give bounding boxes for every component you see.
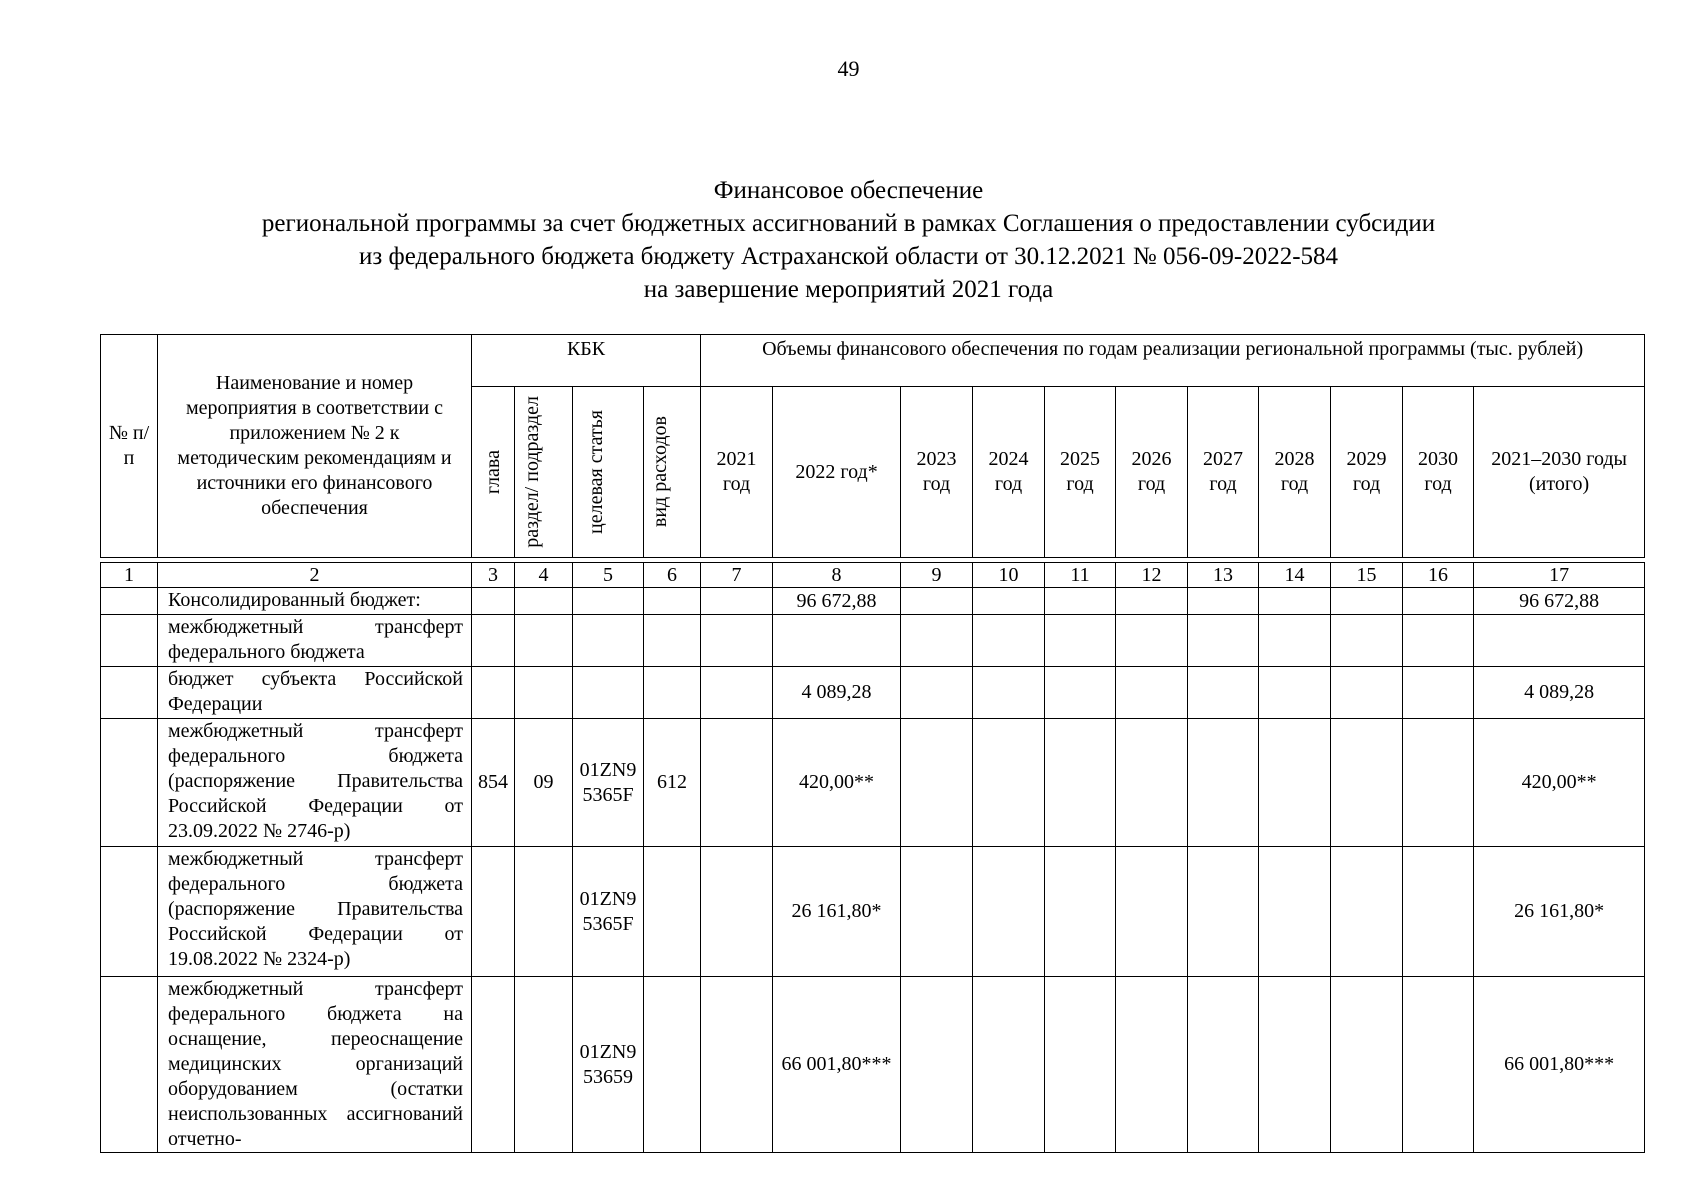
header-year-2028: 2028 год — [1259, 387, 1331, 558]
table-row — [101, 667, 1645, 719]
cell-razdel — [515, 977, 573, 1153]
cell-2022: 420,00** — [773, 719, 901, 847]
row-name: бюджет субъекта Российской Федерации — [158, 667, 472, 719]
document-title — [0, 174, 1697, 306]
cell-2022: 66 001,80*** — [773, 977, 901, 1153]
header-name: Наименование и номер мероприятия в соответствии с приложением № 2 к методическим рекомендациям и источники его финансового обеспечения — [158, 335, 472, 558]
table-row — [101, 977, 1645, 1153]
cell-vid — [644, 847, 701, 977]
cell-celevaya — [573, 615, 644, 667]
cell-vid — [644, 977, 701, 1153]
col-number: 13 — [1188, 563, 1259, 588]
header-row-1 — [101, 335, 1645, 387]
cell-2021 — [701, 588, 773, 615]
header-kbk-glava: глава — [472, 387, 515, 558]
cell-celevaya: 01ZN9 53659 — [573, 977, 644, 1153]
header-year-2025: 2025 год — [1045, 387, 1116, 558]
row-name: межбюджетный трансферт федерального бюджета — [158, 615, 472, 667]
cell-vid — [644, 667, 701, 719]
col-number: 15 — [1331, 563, 1403, 588]
page-number: 49 — [837, 56, 860, 81]
cell-celevaya: 01ZN9 5365F — [573, 847, 644, 977]
cell-razdel — [515, 615, 573, 667]
cell-glava: 854 — [472, 719, 515, 847]
col-number: 3 — [472, 563, 515, 588]
header-num: № п/п — [101, 335, 158, 558]
cell-total — [1474, 615, 1645, 667]
header-year-2029: 2029 год — [1331, 387, 1403, 558]
cell-2022: 26 161,80* — [773, 847, 901, 977]
cell-celevaya — [573, 667, 644, 719]
cell-2021 — [701, 847, 773, 977]
cell-total: 26 161,80* — [1474, 847, 1645, 977]
header-year-total: 2021–2030 годы (итого) — [1474, 387, 1645, 558]
cell-vid: 612 — [644, 719, 701, 847]
header-year-2023: 2023 год — [901, 387, 973, 558]
header-volumes: Объемы финансового обеспечения по годам реализации региональной программы (тыс. рублей) — [701, 335, 1645, 387]
header-year-2022: 2022 год* — [773, 387, 901, 558]
col-number: 1 — [101, 563, 158, 588]
cell-celevaya — [573, 588, 644, 615]
table-row — [101, 719, 1645, 847]
cell-razdel — [515, 588, 573, 615]
header-year-2021: 2021 год — [701, 387, 773, 558]
col-number: 12 — [1116, 563, 1188, 588]
cell-2021 — [701, 977, 773, 1153]
cell-vid — [644, 588, 701, 615]
col-number: 11 — [1045, 563, 1116, 588]
cell-glava — [472, 667, 515, 719]
cell-razdel — [515, 847, 573, 977]
table-row — [101, 615, 1645, 667]
cell-celevaya: 01ZN9 5365F — [573, 719, 644, 847]
cell-razdel — [515, 667, 573, 719]
cell-glava — [472, 615, 515, 667]
row-name: межбюджетный трансферт федерального бюджета (распоряжение Правительства Российской Федерации от 23.09.2022 № 2746-р) — [158, 719, 472, 847]
header-kbk-celevaya: целевая статья — [573, 387, 644, 558]
cell-total: 420,00** — [1474, 719, 1645, 847]
header-year-2026: 2026 год — [1116, 387, 1188, 558]
title-line-4: на завершение мероприятий 2021 года — [643, 276, 1054, 303]
title-line-3: из федерального бюджета бюджету Астраханской области от 30.12.2021 № 056-09-2022-584 — [358, 243, 1339, 270]
cell-vid — [644, 615, 701, 667]
column-number-row — [101, 563, 1645, 588]
financing-table — [100, 334, 1645, 1153]
cell-total: 66 001,80*** — [1474, 977, 1645, 1153]
cell-glava — [472, 588, 515, 615]
cell-2021 — [701, 615, 773, 667]
cell-razdel: 09 — [515, 719, 573, 847]
cell-2022: 4 089,28 — [773, 667, 901, 719]
col-number: 16 — [1403, 563, 1474, 588]
row-name: Консолидированный бюджет: — [158, 588, 472, 615]
col-number: 2 — [158, 563, 472, 588]
header-year-2027: 2027 год — [1188, 387, 1259, 558]
header-kbk-razdel: раздел/ подраздел — [515, 387, 573, 558]
row-name: межбюджетный трансферт федерального бюджета (распоряжение Правительства Российской Федерации от 19.08.2022 № 2324-р) — [158, 847, 472, 977]
cell-total: 4 089,28 — [1474, 667, 1645, 719]
header-kbk-vid: вид расходов — [644, 387, 701, 558]
col-number: 5 — [573, 563, 644, 588]
col-number: 10 — [973, 563, 1045, 588]
cell-2021 — [701, 667, 773, 719]
col-number: 17 — [1474, 563, 1645, 588]
header-kbk: КБК — [472, 335, 701, 387]
col-number: 14 — [1259, 563, 1331, 588]
col-number: 9 — [901, 563, 973, 588]
cell-2022: 96 672,88 — [773, 588, 901, 615]
cell-2022 — [773, 615, 901, 667]
header-year-2030: 2030 год — [1403, 387, 1474, 558]
cell-glava — [472, 977, 515, 1153]
header-year-2024: 2024 год — [973, 387, 1045, 558]
cell-total: 96 672,88 — [1474, 588, 1645, 615]
col-number: 4 — [515, 563, 573, 588]
title-line-1: Финансовое обеспечение — [713, 177, 984, 204]
cell-glava — [472, 847, 515, 977]
col-number: 6 — [644, 563, 701, 588]
table-row — [101, 847, 1645, 977]
col-number: 7 — [701, 563, 773, 588]
table-row — [101, 588, 1645, 615]
cell-2021 — [701, 719, 773, 847]
col-number: 8 — [773, 563, 901, 588]
title-line-2: региональной программы за счет бюджетных ассигнований в рамках Соглашения о предоставлении субсидии — [261, 210, 1436, 237]
row-name: межбюджетный трансферт федерального бюджета на оснащение, переоснащение медицинских организаций оборудованием (остатки неиспользованных ассигнований отчетно- — [158, 977, 472, 1153]
